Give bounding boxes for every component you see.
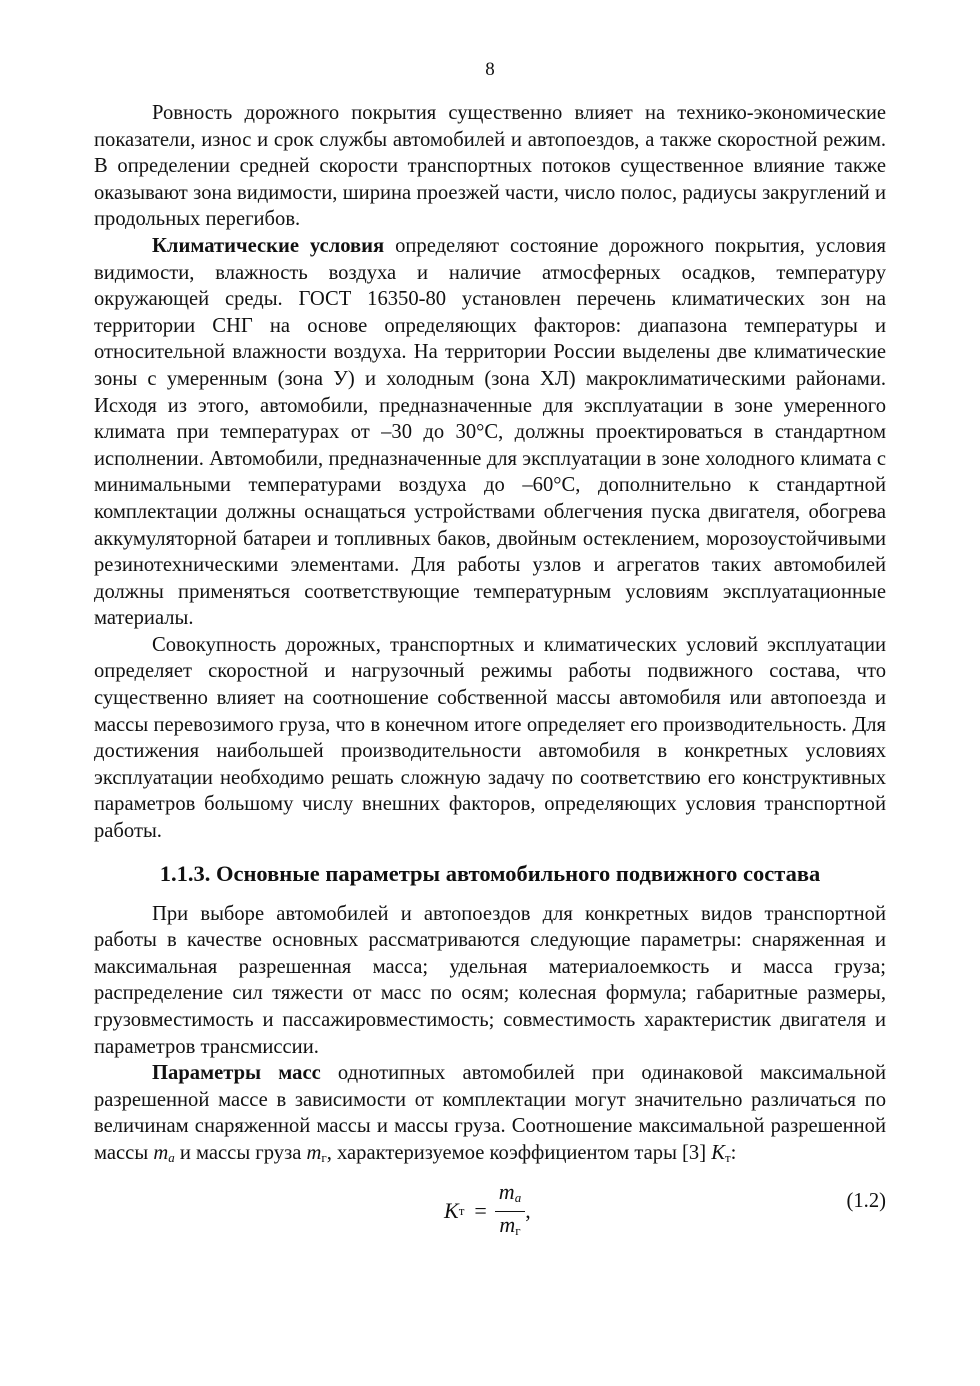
term-climate-conditions: Климатические условия xyxy=(152,234,385,257)
denominator-sub: г xyxy=(515,1222,521,1238)
numerator-m: m xyxy=(498,1178,515,1204)
numerator-sub: a xyxy=(514,1189,522,1205)
var-k-t-sub: т xyxy=(724,1149,731,1165)
var-m-g-sub: г xyxy=(321,1149,327,1165)
equation-comma: , xyxy=(525,1198,531,1224)
fraction-numerator xyxy=(495,1180,525,1212)
equation-body xyxy=(444,1180,531,1243)
body-text xyxy=(94,100,886,1238)
var-m-g: m xyxy=(306,1141,322,1164)
equation-lhs: K xyxy=(444,1198,459,1224)
equation-fraction xyxy=(495,1180,525,1243)
paragraph-road-surface: Ровность дорожного покрытия существенно влияет на технико-экономические показатели, износ и срок службы автомобилей и автопоездов, а также скоростной режим. В определении средней скорости транспортных потоков существенное влияние также оказывают зона видимости, ширина проезжей части, число полос, радиусы закруглений и продольных перегибов. xyxy=(94,102,886,231)
var-k-t: K xyxy=(711,1141,725,1164)
term-mass-parameters: Параметры масс xyxy=(152,1062,321,1085)
page-number: 8 xyxy=(485,59,495,80)
equation-number: (1.2) xyxy=(846,1189,886,1212)
denominator-m: m xyxy=(499,1211,516,1237)
mass-text-c: , характеризуемое коэффициентом тары [3] xyxy=(326,1141,712,1164)
paragraph-climate-conditions xyxy=(94,233,886,632)
mass-text-b: и массы груза xyxy=(174,1141,307,1164)
paragraph-vehicle-parameters: При выборе автомобилей и автопоездов для конкретных видов транспортной работы в качестве основных рассматриваются следующие параметры: снаряженная и максимальная разрешенная масса; удельная материалоемкость и масса груза; распределение сил тяжести от масс по осям; колесная формула; габаритные размеры, грузовместимость и пассажировместимость; совместимость характеристик двигателя и параметров трансмиссии. xyxy=(94,902,886,1058)
paragraph-climate-text: определяют состояние дорожного покрытия, условия видимости, влажность воздуха и наличие атмосферных осадков, температуру окружающей среды. ГОСТ 16350-80 установлен перечень климатических зон на территории СНГ на основе определяющих факторов: диапазона температуры и относительной влажности воздуха. На территории России выделены две климатические зоны с умеренным (зона У) и холодным (зона ХЛ) макроклиматическими районами. Исходя из этого, автомобили, предназначенные для эксплуатации в зоне умеренного климата при температурах от –30 до 30°С, должны проектироваться в стандартном исполнении. Автомобили, предназначенные для эксплуатации в зоне холодного климата с минимальными температурами воздуха до –60°С, дополнительно к стандартной комплектации должны оснащаться устройствами облегчения пуска двигателя, обогрева аккумуляторной батареи и топливных баков, двойным остеклением, морозоустойчивыми резинотехническими элементами. Для работы узлов и агрегатов таких автомобилей должны применяться соответствующие температурным условиям эксплуатационные материалы. xyxy=(94,234,887,630)
section-heading: 1.1.3. Основные параметры автомобильного подвижного состава xyxy=(159,860,821,886)
equation-lhs-sub: т xyxy=(458,1203,465,1219)
mass-text-a: однотипных автомобилей при одинаковой максимальной разрешенной массе в зависимости от комплектации могут значительно различаться по величинам снаряженной массы и массы груза. Соотношение максимальной разрешенной массы xyxy=(94,1062,886,1164)
paragraph-combined-conditions: Совокупность дорожных, транспортных и климатических условий эксплуатации определяет скоростной и нагрузочный режимы работы подвижного состава, что существенно влияет на соотношение собственной массы автомобиля или автопоезда и массы перевозимого груза, что в конечном итоге определяет его производительность. Для достижения наибольшей производительности автомобиля в конкретных условиях эксплуатации необходимо решать сложную задачу по соответствию его конструктивных параметров большому числу внешних факторов, определяющих условия транспортной работы. xyxy=(94,633,886,843)
equation-1-2 xyxy=(94,1176,886,1238)
var-m-a-sub: a xyxy=(168,1149,175,1165)
var-m-a: m xyxy=(153,1141,169,1164)
mass-text-d: : xyxy=(730,1141,737,1164)
equation-equals: = xyxy=(474,1198,487,1224)
paragraph-mass-parameters xyxy=(94,1060,886,1171)
fraction-denominator xyxy=(495,1212,524,1243)
